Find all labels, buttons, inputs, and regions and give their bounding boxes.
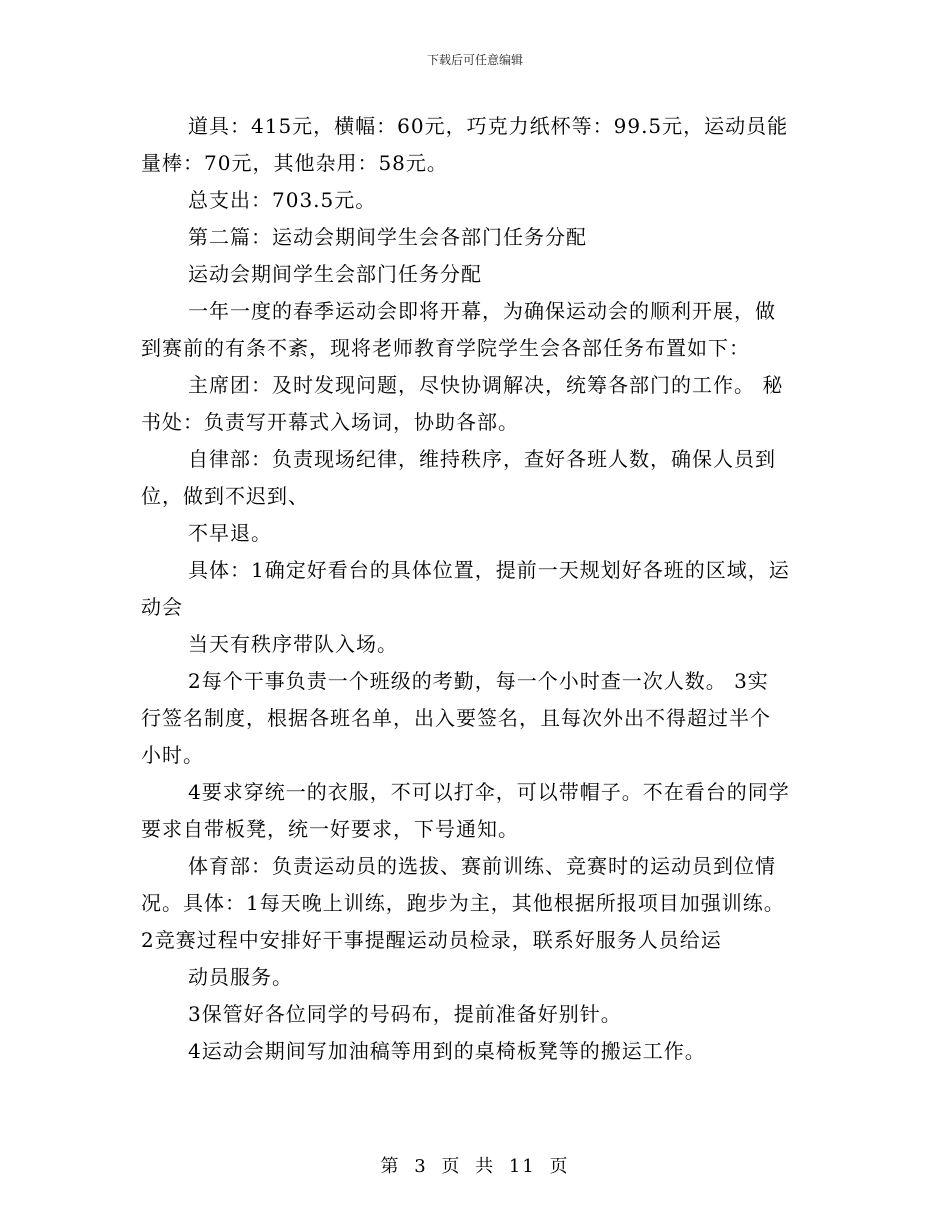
text-line: 主席团：及时发现问题，尽快协调解决，统筹各部门的工作。 秘	[188, 373, 784, 397]
text-line: 当天有秩序带队入场。	[188, 632, 398, 656]
text-line: 3保管好各位同学的号码布，提前准备好别针。	[188, 1002, 622, 1026]
text-line: 4运动会期间写加油稿等用到的桌椅板凳等的搬运工作。	[188, 1039, 706, 1063]
text-line: 2每个干事负责一个班级的考勤，每一个小时查一次人数。 3实	[188, 669, 769, 693]
text-line: 体育部：负责运动员的选拔、赛前训练、竞赛时的运动员到位情	[188, 854, 776, 878]
text-line: 总支出：703.5元。	[188, 188, 377, 212]
text-line: 况。具体：1每天晚上训练，跑步为主，其他根据所报项目加强训练。	[141, 891, 785, 915]
text-line: 行签名制度，根据各班名单，出入要签名，且每次外出不得超过半个	[141, 706, 771, 730]
text-line: 具体：1确定好看台的具体位置，提前一天规划好各班的区域，运	[188, 558, 790, 582]
text-line: 自律部：负责现场纪律，维持秩序，查好各班人数，确保人员到	[188, 447, 776, 471]
text-line: 一年一度的春季运动会即将开幕，为确保运动会的顺利开展，做	[188, 299, 776, 323]
text-line: 2竞赛过程中安排好干事提醒运动员检录，联系好服务人员给运	[141, 928, 722, 952]
text-line: 动会	[141, 595, 183, 619]
text-line: 4要求穿统一的衣服，不可以打伞，可以带帽子。不在看台的同学	[188, 780, 790, 804]
text-line: 不早退。	[188, 521, 272, 545]
text-line: 运动会期间学生会部门任务分配	[188, 262, 482, 286]
text-line: 小时。	[141, 743, 204, 767]
text-line: 到赛前的有条不紊，现将老师教育学院学生会各部任务布置如下：	[141, 336, 750, 360]
text-line: 道具：415元，横幅：60元，巧克力纸杯等：99.5元，运动员能	[188, 114, 789, 138]
text-line: 位，做到不迟到、	[141, 484, 309, 508]
document-body	[141, 108, 811, 1070]
text-line: 书处：负责写开幕式入场词，协助各部。	[141, 410, 519, 434]
text-line: 动员服务。	[188, 965, 293, 989]
text-line: 第二篇：运动会期间学生会各部门任务分配	[188, 225, 587, 249]
page-header: 下载后可任意编辑	[426, 53, 523, 67]
text-line: 量棒：70元，其他杂用：58元。	[141, 151, 448, 175]
page-number-footer: 第 3 页 共 11 页	[380, 1156, 570, 1177]
text-line: 要求自带板凳，统一好要求，下号通知。	[141, 817, 519, 841]
